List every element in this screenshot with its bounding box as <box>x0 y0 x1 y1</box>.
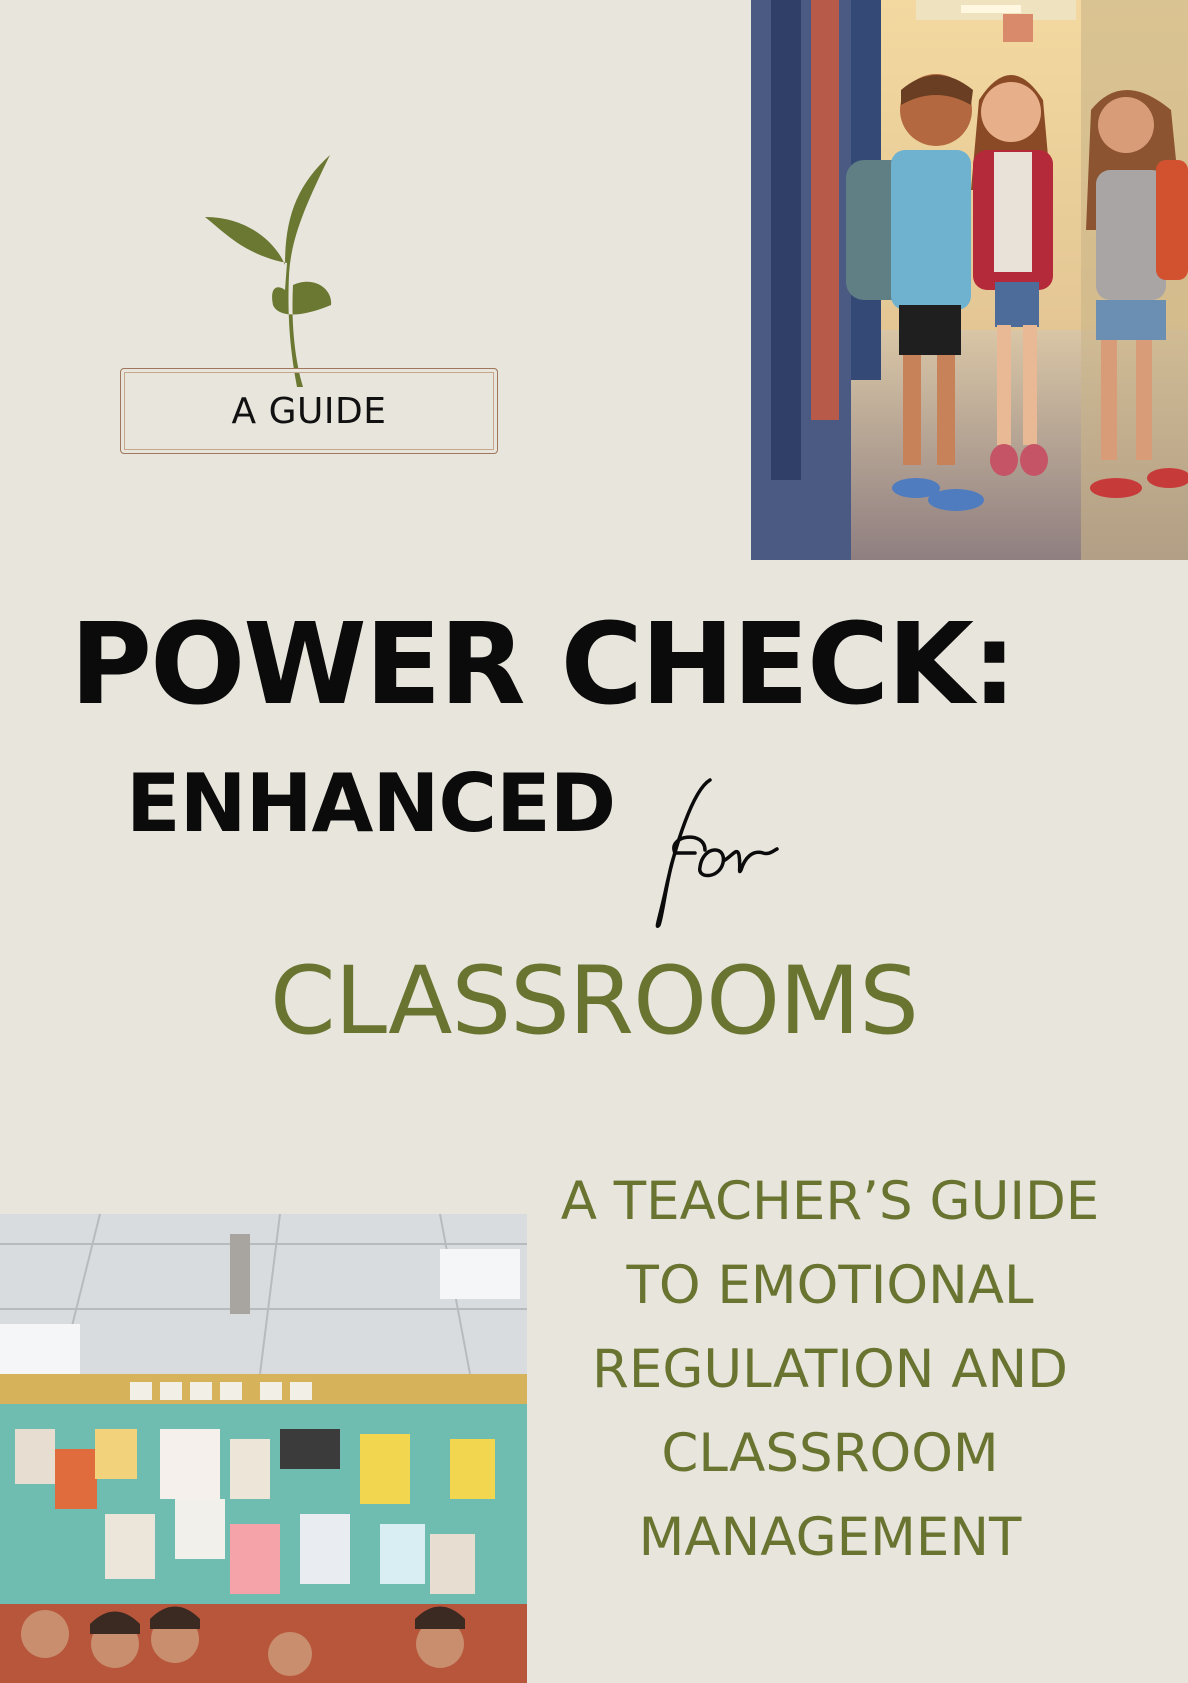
script-for-word <box>645 775 780 930</box>
subtitle-line: CLASSROOM <box>661 1423 999 1484</box>
title-line-3: CLASSROOMS <box>270 947 918 1056</box>
subtitle-line: REGULATION AND <box>592 1339 1068 1400</box>
sprout-icon <box>205 155 365 390</box>
guide-badge <box>120 368 498 454</box>
subtitle-line: A TEACHER’S GUIDE <box>560 1171 1100 1232</box>
subtitle-line: MANAGEMENT <box>638 1507 1022 1568</box>
subtitle-line: TO EMOTIONAL <box>626 1255 1034 1316</box>
title-line-2: ENHANCED <box>126 757 616 850</box>
hallway-students-illustration <box>751 0 1188 560</box>
title-line-1: POWER CHECK: <box>70 600 1015 730</box>
classroom-illustration <box>0 1214 527 1683</box>
guide-label: A GUIDE <box>231 390 387 432</box>
subtitle-block <box>540 1160 1120 1580</box>
